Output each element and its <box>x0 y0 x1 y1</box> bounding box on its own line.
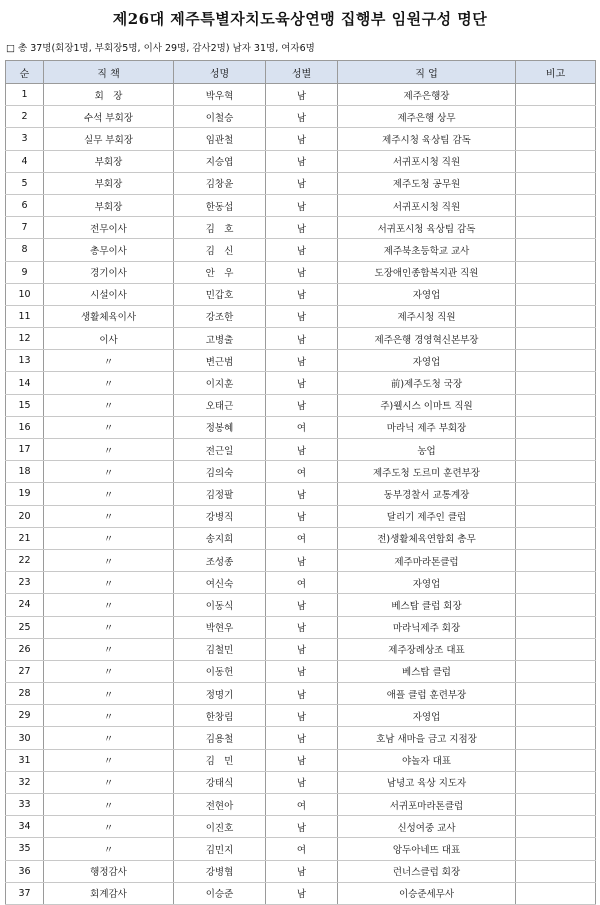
cell-remarks <box>516 794 596 816</box>
cell-gender: 남 <box>266 860 338 882</box>
cell-number: 10 <box>6 283 44 305</box>
cell-gender: 남 <box>266 616 338 638</box>
cell-name: 변근범 <box>174 350 266 372</box>
cell-occupation: 마라닉제주 회장 <box>338 616 516 638</box>
cell-occupation: 前)제주도청 국장 <box>338 372 516 394</box>
cell-position: 부회장 <box>44 150 174 172</box>
cell-name: 박현우 <box>174 616 266 638</box>
cell-occupation: 농업 <box>338 439 516 461</box>
table-row <box>6 461 596 483</box>
cell-name: 강태식 <box>174 771 266 793</box>
cell-occupation: 전)생활체육연합회 총무 <box>338 527 516 549</box>
cell-gender: 남 <box>266 505 338 527</box>
cell-occupation: 애플 클럽 훈련부장 <box>338 683 516 705</box>
cell-gender: 남 <box>266 239 338 261</box>
cell-name: 김민지 <box>174 838 266 860</box>
cell-gender: 남 <box>266 483 338 505</box>
cell-occupation: 제주장례상조 대표 <box>338 638 516 660</box>
cell-occupation: 제주시청 직원 <box>338 305 516 327</box>
cell-gender: 여 <box>266 461 338 483</box>
col-header-occupation: 직 업 <box>338 61 516 84</box>
cell-gender: 남 <box>266 816 338 838</box>
table-row <box>6 749 596 771</box>
cell-name: 강병직 <box>174 505 266 527</box>
table-row <box>6 106 596 128</box>
cell-number: 23 <box>6 572 44 594</box>
cell-name: 조성종 <box>174 549 266 571</box>
table-row <box>6 549 596 571</box>
cell-position: 생활체육이사 <box>44 305 174 327</box>
cell-gender: 남 <box>266 549 338 571</box>
cell-name: 송지희 <box>174 527 266 549</box>
cell-remarks <box>516 217 596 239</box>
cell-occupation: 서귀포시청 직원 <box>338 150 516 172</box>
cell-name: 이승준 <box>174 882 266 904</box>
cell-position: 〃 <box>44 572 174 594</box>
cell-occupation: 제주도청 공무원 <box>338 172 516 194</box>
cell-name: 임관철 <box>174 128 266 150</box>
cell-remarks <box>516 705 596 727</box>
cell-remarks <box>516 350 596 372</box>
cell-position: 〃 <box>44 483 174 505</box>
cell-gender: 남 <box>266 771 338 793</box>
table-row <box>6 660 596 682</box>
cell-position: 〃 <box>44 439 174 461</box>
cell-gender: 남 <box>266 194 338 216</box>
cell-number: 3 <box>6 128 44 150</box>
cell-name: 박우혁 <box>174 84 266 106</box>
cell-occupation: 서귀포마라톤클럽 <box>338 794 516 816</box>
cell-number: 1 <box>6 84 44 106</box>
cell-number: 2 <box>6 106 44 128</box>
cell-number: 34 <box>6 816 44 838</box>
cell-gender: 남 <box>266 217 338 239</box>
cell-number: 12 <box>6 328 44 350</box>
cell-gender: 남 <box>266 305 338 327</box>
cell-number: 19 <box>6 483 44 505</box>
cell-remarks <box>516 172 596 194</box>
table-row <box>6 616 596 638</box>
cell-position: 〃 <box>44 727 174 749</box>
cell-remarks <box>516 594 596 616</box>
cell-remarks <box>516 683 596 705</box>
cell-occupation: 야놀자 대표 <box>338 749 516 771</box>
table-row <box>6 328 596 350</box>
cell-occupation: 도장애인종합복지관 직원 <box>338 261 516 283</box>
cell-remarks <box>516 771 596 793</box>
cell-remarks <box>516 461 596 483</box>
cell-name: 김의숙 <box>174 461 266 483</box>
cell-number: 7 <box>6 217 44 239</box>
cell-gender: 여 <box>266 572 338 594</box>
cell-remarks <box>516 106 596 128</box>
table-row <box>6 283 596 305</box>
cell-number: 15 <box>6 394 44 416</box>
cell-position: 행정감사 <box>44 860 174 882</box>
cell-position: 〃 <box>44 372 174 394</box>
cell-position: 경기이사 <box>44 261 174 283</box>
table-row <box>6 150 596 172</box>
table-row <box>6 239 596 261</box>
cell-position: 〃 <box>44 350 174 372</box>
cell-position: 총무이사 <box>44 239 174 261</box>
table-body <box>6 84 596 905</box>
cell-gender: 남 <box>266 283 338 305</box>
cell-name: 김 민 <box>174 749 266 771</box>
cell-remarks <box>516 727 596 749</box>
cell-name: 여신숙 <box>174 572 266 594</box>
cell-occupation: 베스탑 클럽 회장 <box>338 594 516 616</box>
cell-remarks <box>516 816 596 838</box>
cell-position: 부회장 <box>44 194 174 216</box>
cell-position: 실무 부회장 <box>44 128 174 150</box>
table-row <box>6 727 596 749</box>
table-row <box>6 705 596 727</box>
cell-occupation: 호남 새마을 금고 지점장 <box>338 727 516 749</box>
table-row <box>6 771 596 793</box>
cell-name: 전근일 <box>174 439 266 461</box>
cell-name: 정명기 <box>174 683 266 705</box>
cell-occupation: 마라닉 제주 부회장 <box>338 416 516 438</box>
cell-remarks <box>516 261 596 283</box>
cell-position: 〃 <box>44 771 174 793</box>
cell-name: 이지훈 <box>174 372 266 394</box>
table-row <box>6 683 596 705</box>
cell-name: 강조한 <box>174 305 266 327</box>
cell-position: 수석 부회장 <box>44 106 174 128</box>
cell-occupation: 베스탑 클럽 <box>338 660 516 682</box>
cell-gender: 여 <box>266 416 338 438</box>
cell-remarks <box>516 572 596 594</box>
cell-number: 6 <box>6 194 44 216</box>
cell-gender: 남 <box>266 372 338 394</box>
cell-occupation: 제주시청 육상팀 감독 <box>338 128 516 150</box>
cell-gender: 남 <box>266 394 338 416</box>
cell-remarks <box>516 283 596 305</box>
cell-number: 36 <box>6 860 44 882</box>
cell-gender: 남 <box>266 882 338 904</box>
cell-gender: 남 <box>266 128 338 150</box>
table-row <box>6 638 596 660</box>
cell-number: 26 <box>6 638 44 660</box>
cell-position: 〃 <box>44 527 174 549</box>
table-row <box>6 84 596 106</box>
cell-gender: 남 <box>266 350 338 372</box>
cell-occupation: 달리기 제주인 클럽 <box>338 505 516 527</box>
cell-occupation: 자영업 <box>338 350 516 372</box>
cell-remarks <box>516 638 596 660</box>
cell-occupation: 신성여중 교사 <box>338 816 516 838</box>
cell-name: 이동헌 <box>174 660 266 682</box>
member-summary: □ 총 37명(회장1명, 부회장5명, 이사 29명, 감사2명) 남자 31명, 여자6명 <box>6 43 315 54</box>
cell-number: 37 <box>6 882 44 904</box>
cell-position: 〃 <box>44 505 174 527</box>
cell-remarks <box>516 328 596 350</box>
cell-name: 전현아 <box>174 794 266 816</box>
col-header-remarks: 비고 <box>516 61 596 84</box>
cell-name: 민갑호 <box>174 283 266 305</box>
cell-name: 고병출 <box>174 328 266 350</box>
cell-name: 김정팔 <box>174 483 266 505</box>
cell-number: 22 <box>6 549 44 571</box>
cell-name: 김 호 <box>174 217 266 239</box>
table-row <box>6 416 596 438</box>
table-row <box>6 128 596 150</box>
cell-remarks <box>516 394 596 416</box>
cell-gender: 남 <box>266 749 338 771</box>
table-row <box>6 261 596 283</box>
cell-occupation: 제주도청 도르미 훈련부장 <box>338 461 516 483</box>
cell-gender: 남 <box>266 638 338 660</box>
cell-position: 〃 <box>44 660 174 682</box>
cell-name: 지승엽 <box>174 150 266 172</box>
cell-number: 11 <box>6 305 44 327</box>
col-header-name: 성명 <box>174 61 266 84</box>
cell-number: 18 <box>6 461 44 483</box>
cell-occupation: 자영업 <box>338 572 516 594</box>
cell-number: 24 <box>6 594 44 616</box>
cell-number: 33 <box>6 794 44 816</box>
cell-number: 29 <box>6 705 44 727</box>
cell-name: 안 우 <box>174 261 266 283</box>
cell-occupation: 제주은행 상무 <box>338 106 516 128</box>
cell-occupation: 자영업 <box>338 283 516 305</box>
cell-position: 〃 <box>44 749 174 771</box>
table-row <box>6 172 596 194</box>
cell-name: 이진호 <box>174 816 266 838</box>
cell-number: 28 <box>6 683 44 705</box>
cell-gender: 여 <box>266 794 338 816</box>
cell-number: 21 <box>6 527 44 549</box>
cell-remarks <box>516 483 596 505</box>
cell-remarks <box>516 505 596 527</box>
table-row <box>6 305 596 327</box>
cell-gender: 남 <box>266 439 338 461</box>
table-row <box>6 527 596 549</box>
cell-number: 9 <box>6 261 44 283</box>
cell-name: 한동섭 <box>174 194 266 216</box>
cell-occupation: 제주마라톤클럽 <box>338 549 516 571</box>
cell-occupation: 서귀포시청 직원 <box>338 194 516 216</box>
cell-number: 5 <box>6 172 44 194</box>
cell-position: 〃 <box>44 838 174 860</box>
cell-number: 20 <box>6 505 44 527</box>
table-row <box>6 194 596 216</box>
col-header-number: 순 <box>6 61 44 84</box>
cell-gender: 남 <box>266 594 338 616</box>
cell-gender: 남 <box>266 150 338 172</box>
cell-gender: 남 <box>266 660 338 682</box>
cell-remarks <box>516 527 596 549</box>
cell-remarks <box>516 838 596 860</box>
roster-table <box>5 60 596 905</box>
cell-remarks <box>516 372 596 394</box>
cell-occupation: 제주은행 경영혁신본부장 <box>338 328 516 350</box>
table-row <box>6 505 596 527</box>
cell-position: 회계감사 <box>44 882 174 904</box>
cell-position: 〃 <box>44 616 174 638</box>
table-row <box>6 882 596 904</box>
cell-position: 〃 <box>44 794 174 816</box>
cell-gender: 남 <box>266 84 338 106</box>
cell-name: 정봉혜 <box>174 416 266 438</box>
table-row <box>6 838 596 860</box>
cell-remarks <box>516 616 596 638</box>
cell-gender: 여 <box>266 527 338 549</box>
cell-position: 〃 <box>44 416 174 438</box>
cell-remarks <box>516 882 596 904</box>
cell-position: 전무이사 <box>44 217 174 239</box>
table-row <box>6 572 596 594</box>
table-row <box>6 372 596 394</box>
cell-number: 16 <box>6 416 44 438</box>
cell-number: 35 <box>6 838 44 860</box>
cell-position: 부회장 <box>44 172 174 194</box>
cell-occupation: 앙두아네뜨 대표 <box>338 838 516 860</box>
cell-number: 32 <box>6 771 44 793</box>
cell-gender: 남 <box>266 683 338 705</box>
cell-number: 27 <box>6 660 44 682</box>
cell-position: 〃 <box>44 594 174 616</box>
cell-name: 이철승 <box>174 106 266 128</box>
table-row <box>6 217 596 239</box>
cell-occupation: 제주북초등학교 교사 <box>338 239 516 261</box>
cell-remarks <box>516 439 596 461</box>
cell-occupation: 주)웰시스 이마트 직원 <box>338 394 516 416</box>
cell-number: 17 <box>6 439 44 461</box>
cell-remarks <box>516 549 596 571</box>
cell-number: 31 <box>6 749 44 771</box>
document-title: 제26대 제주특별자치도육상연맹 집행부 임원구성 명단 <box>112 10 488 28</box>
cell-gender: 남 <box>266 106 338 128</box>
cell-occupation: 서귀포시청 육상팀 감독 <box>338 217 516 239</box>
cell-position: 이사 <box>44 328 174 350</box>
cell-number: 8 <box>6 239 44 261</box>
cell-gender: 여 <box>266 838 338 860</box>
cell-number: 4 <box>6 150 44 172</box>
cell-gender: 남 <box>266 328 338 350</box>
cell-occupation: 제주은행장 <box>338 84 516 106</box>
col-header-position: 직 책 <box>44 61 174 84</box>
cell-position: 〃 <box>44 683 174 705</box>
cell-gender: 남 <box>266 261 338 283</box>
cell-position: 〃 <box>44 705 174 727</box>
cell-remarks <box>516 749 596 771</box>
cell-position: 시설이사 <box>44 283 174 305</box>
cell-number: 13 <box>6 350 44 372</box>
cell-name: 김철민 <box>174 638 266 660</box>
table-row <box>6 794 596 816</box>
col-header-gender: 성별 <box>266 61 338 84</box>
cell-gender: 남 <box>266 705 338 727</box>
cell-gender: 남 <box>266 727 338 749</box>
table-row <box>6 594 596 616</box>
table-row <box>6 350 596 372</box>
cell-position: 〃 <box>44 549 174 571</box>
cell-number: 14 <box>6 372 44 394</box>
cell-occupation: 자영업 <box>338 705 516 727</box>
cell-name: 김 신 <box>174 239 266 261</box>
cell-name: 강병협 <box>174 860 266 882</box>
cell-position: 회 장 <box>44 84 174 106</box>
cell-remarks <box>516 860 596 882</box>
table-row <box>6 439 596 461</box>
cell-name: 김창윤 <box>174 172 266 194</box>
cell-occupation: 이승준세무사 <box>338 882 516 904</box>
cell-name: 오태근 <box>174 394 266 416</box>
cell-remarks <box>516 194 596 216</box>
cell-remarks <box>516 416 596 438</box>
cell-remarks <box>516 239 596 261</box>
cell-number: 30 <box>6 727 44 749</box>
table-header-row <box>6 61 596 84</box>
cell-occupation: 런너스클럽 회장 <box>338 860 516 882</box>
cell-number: 25 <box>6 616 44 638</box>
cell-position: 〃 <box>44 394 174 416</box>
cell-position: 〃 <box>44 638 174 660</box>
table-row <box>6 816 596 838</box>
cell-remarks <box>516 305 596 327</box>
cell-occupation: 동부경찰서 교통계장 <box>338 483 516 505</box>
cell-remarks <box>516 128 596 150</box>
cell-gender: 남 <box>266 172 338 194</box>
cell-name: 김용철 <box>174 727 266 749</box>
cell-remarks <box>516 660 596 682</box>
cell-name: 이동식 <box>174 594 266 616</box>
cell-remarks <box>516 150 596 172</box>
table-row <box>6 394 596 416</box>
table-row <box>6 860 596 882</box>
cell-position: 〃 <box>44 461 174 483</box>
cell-position: 〃 <box>44 816 174 838</box>
table-row <box>6 483 596 505</box>
cell-remarks <box>516 84 596 106</box>
cell-occupation: 남녕고 육상 지도자 <box>338 771 516 793</box>
cell-name: 한창림 <box>174 705 266 727</box>
